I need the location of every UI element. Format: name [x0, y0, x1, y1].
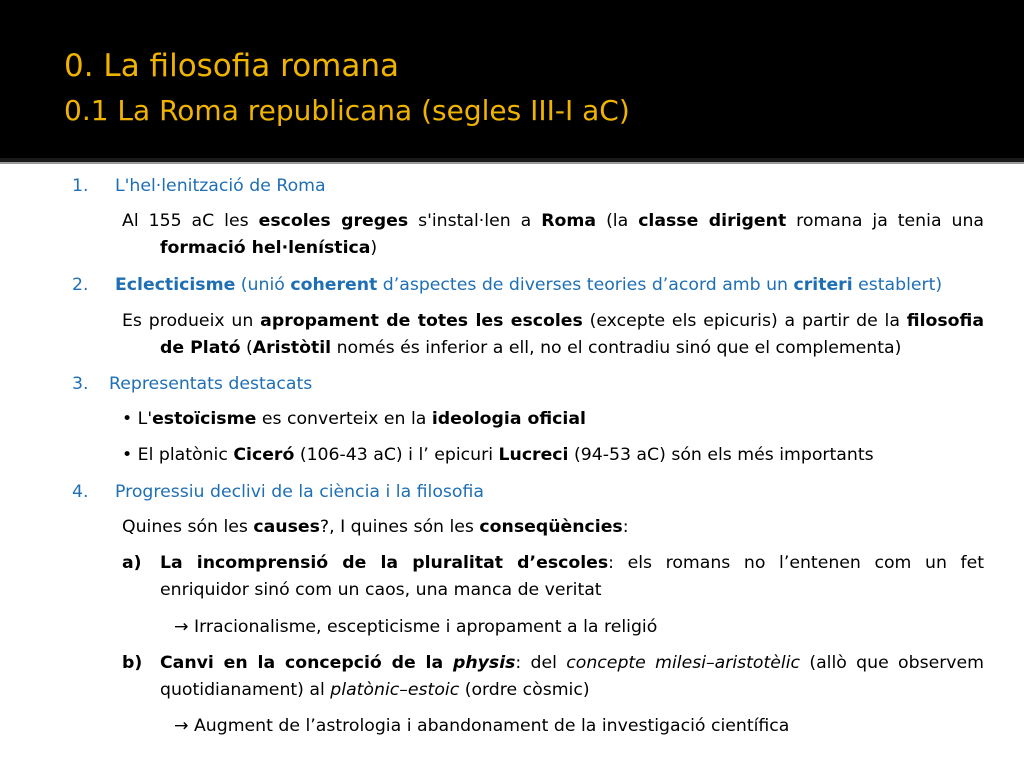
paragraph-line: quotidianament) al platònic–estoic (ordre còsmic)	[160, 680, 590, 700]
list-number: 4.	[72, 482, 89, 502]
paragraph-line: enriquidor sinó com un caos, una manca de veritat	[160, 580, 602, 600]
slide-subtitle: 0.1 La Roma republicana (segles III-I aC)	[64, 94, 630, 127]
sublist-label: a)	[122, 553, 142, 573]
paragraph-line: Canvi en la concepció de la physis: del concepte milesi–aristotèlic (allò que observem	[160, 653, 985, 673]
paragraph-line: formació hel·lenística)	[160, 238, 378, 258]
slide-header	[0, 0, 1024, 158]
bullet-item: • El platònic Ciceró (106-43 aC) i l’ epicuri Lucreci (94-53 aC) són els més importants	[122, 445, 874, 465]
arrow-consequence: → Augment de l’astrologia i abandonament de la investigació científica	[174, 716, 790, 736]
paragraph-line: Es produeix un apropament de totes les escoles (excepte els epicuris) a partir de la filosofia	[122, 311, 984, 331]
section-heading: Eclecticisme (unió coherent d’aspectes de diverses teories d’acord amb un criteri establert)	[115, 275, 943, 295]
arrow-consequence: → Irracionalisme, escepticisme i apropament a la religió	[174, 617, 658, 637]
paragraph-line: Quines són les causes?, I quines són les conseqüències:	[122, 517, 629, 537]
list-number: 1.	[72, 176, 89, 196]
paragraph-line: Al 155 aC les escoles greges s'instal·len a Roma (la classe dirigent romana ja tenia una	[122, 211, 984, 231]
slide-title: 0. La filosofia romana	[64, 48, 400, 84]
section-heading: Progressiu declivi de la ciència i la filosofia	[115, 482, 484, 502]
paragraph-line: de Plató (Aristòtil només és inferior a ell, no el contradiu sinó que el complementa)	[160, 338, 902, 358]
slide-content	[0, 164, 1024, 768]
section-heading: L'hel·lenització de Roma	[115, 176, 326, 196]
paragraph-line: La incomprensió de la pluralitat d’escoles: els romans no l’entenen com un fet	[160, 553, 985, 573]
list-number: 3.	[72, 374, 89, 394]
section-heading: Representats destacats	[109, 374, 313, 394]
list-number: 2.	[72, 275, 89, 295]
bullet-item: • L'estoïcisme es converteix en la ideologia oficial	[122, 409, 586, 429]
sublist-label: b)	[122, 653, 143, 673]
